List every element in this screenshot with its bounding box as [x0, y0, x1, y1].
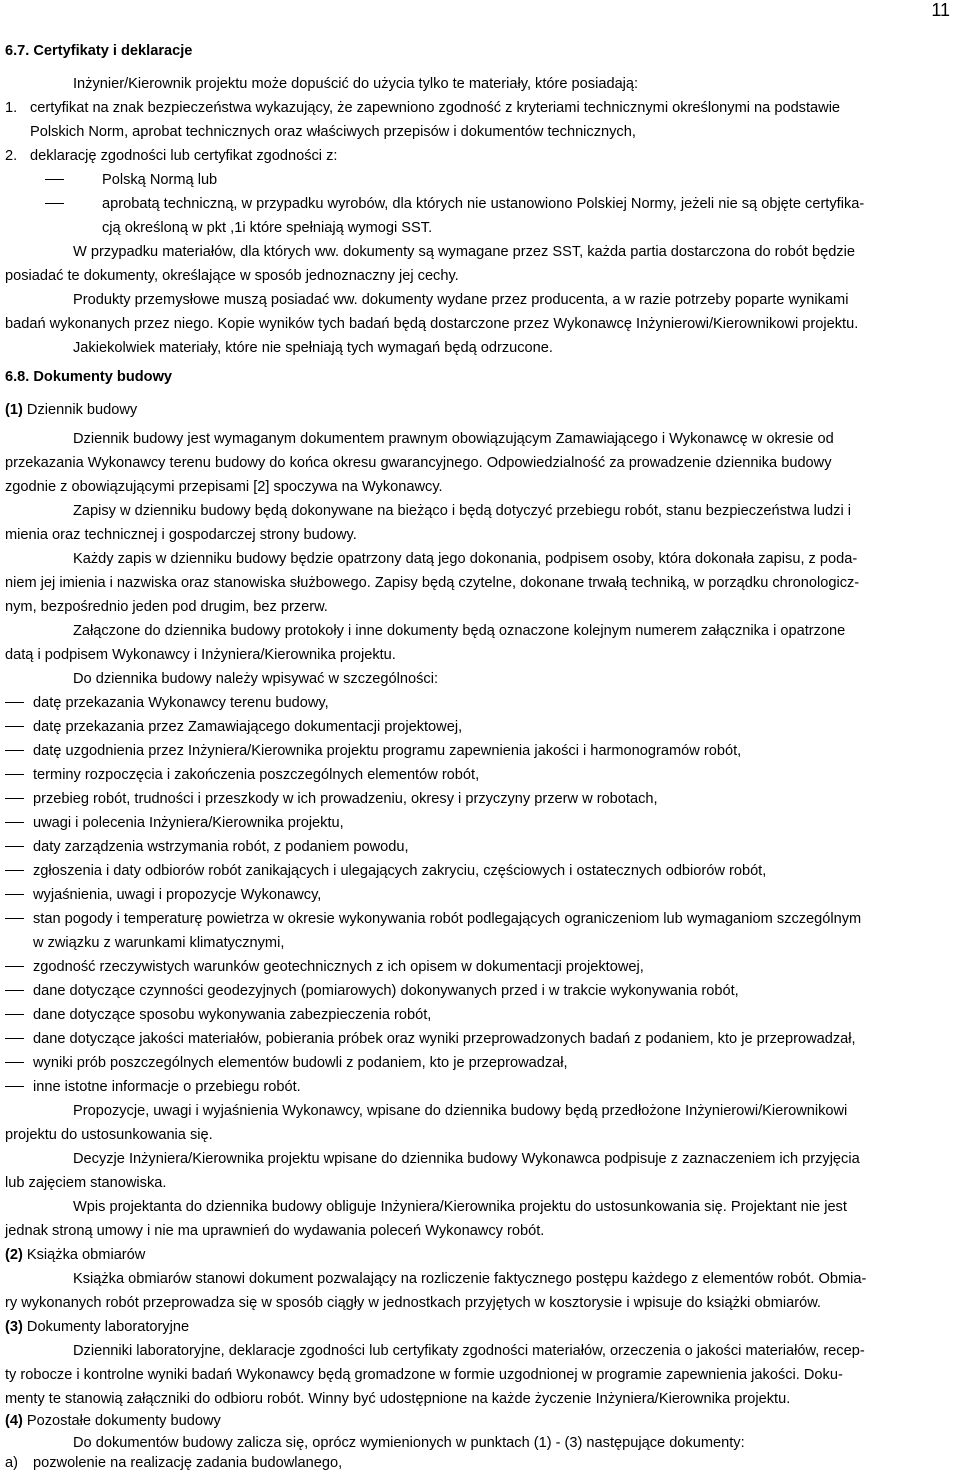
sub-list-item: Polską Normą lub	[0, 168, 960, 192]
dash-bullet-icon	[5, 846, 24, 847]
list-number: 2.	[5, 148, 18, 164]
paragraph: lub zajęciem stanowiska.	[5, 1175, 167, 1191]
paragraph: ry wykonanych robót przeprowadza się w sposób ciągły w jednostkach przyjętych w kosztorysie i wpisuje do książki obmiarów.	[5, 1295, 821, 1311]
list-item: stan pogody i temperaturę powietrza w okresie wykonywania robót podlegających ograniczeniom lub wymaganiom szczególnym	[0, 907, 960, 931]
list-item-text: Polskich Norm, aprobat technicznych oraz właściwych przepisów i dokumentów technicznych,	[30, 124, 636, 140]
paragraph: Każdy zapis w dzienniku budowy będzie opatrzony datą jego dokonania, podpisem osoby, która dokonała zapisu, z poda-	[73, 551, 858, 567]
list-item: wyniki prób poszczególnych elementów budowli z podaniem, kto je przeprowadzał,	[0, 1051, 960, 1075]
list-item-text: certyfikat na znak bezpieczeństwa wykazujący, że zapewniono zgodność z kryteriami technicznymi określonymi na podstawie	[30, 100, 841, 116]
list-item: zgodność rzeczywistych warunków geotechnicznych z ich opisem w dokumentacji projektowej,	[0, 955, 960, 979]
dash-bullet-icon	[45, 203, 64, 204]
paragraph: badań wykonanych przez niego. Kopie wyników tych badań będą dostarczone przez Wykonawcę Inżynierowi/Kierownikowi projektu.	[5, 316, 859, 332]
paragraph: W przypadku materiałów, dla których ww. dokumenty są wymagane przez SST, każda partia dostarczona do robót będzie	[73, 244, 855, 260]
list-item: datę przekazania przez Zamawiającego dokumentacji projektowej,	[0, 715, 960, 739]
sub-list-item-cont: cją określoną w pkt ,1i które spełniają wymogi SST.	[102, 220, 433, 236]
paragraph: Produkty przemysłowe muszą posiadać ww. dokumenty wydane przez producenta, a w razie potrzeby poparte wynikami	[73, 292, 849, 308]
list-item: dane dotyczące jakości materiałów, pobierania próbek oraz wyniki przeprowadzonych badań z podaniem, kto je przeprowadzał,	[0, 1027, 960, 1051]
list-item: przebieg robót, trudności i przeszkody w ich prowadzeniu, okresy i przyczyny przerw w robotach,	[0, 787, 960, 811]
paragraph: Książka obmiarów stanowi dokument pozwalający na rozliczenie faktycznego postępu każdego z elementów robót. Obmia-	[73, 1271, 867, 1287]
sub-list-item: aprobatą techniczną, w przypadku wyrobów, dla których nie ustanowiono Polskiej Normy, jeżeli nie są objęte certyfika-	[0, 192, 960, 216]
list-item: datę przekazania Wykonawcy terenu budowy,	[0, 691, 960, 715]
list-item: dane dotyczące sposobu wykonywania zabezpieczenia robót,	[0, 1003, 960, 1027]
list-number: 1.	[5, 100, 18, 116]
paragraph: nym, bezpośrednio jeden pod drugim, bez przerw.	[5, 599, 328, 615]
paragraph: menty te stanowią załączniki do odbioru robót. Winny być udostępnione na każde życzenie Inżyniera/Kierownika projektu.	[5, 1391, 791, 1407]
dash-bullet-icon	[5, 1086, 24, 1087]
paragraph: mienia oraz technicznej i gospodarczej strony budowy.	[5, 527, 357, 543]
paragraph: projektu do ustosunkowania się.	[5, 1127, 213, 1143]
paragraph: Do dokumentów budowy zalicza się, oprócz wymienionych w punktach (1) - (3) następujące dokumenty:	[73, 1435, 745, 1451]
lettered-list-item: a) pozwolenie na realizację zadania budowlanego,	[5, 1455, 343, 1471]
page-number: 11	[931, 0, 950, 20]
paragraph: posiadać te dokumenty, określające w sposób jednoznaczny jej cechy.	[5, 268, 459, 284]
list-item-text: deklarację zgodności lub certyfikat zgodności z:	[30, 148, 338, 164]
list-item: uwagi i polecenia Inżyniera/Kierownika projektu,	[0, 811, 960, 835]
subsection-heading: (1) Dziennik budowy	[5, 402, 138, 418]
dash-bullet-icon	[5, 1038, 24, 1039]
subsection-heading: (4) Pozostałe dokumenty budowy	[5, 1413, 221, 1429]
dash-bullet-icon	[5, 702, 24, 703]
dash-bullet-icon	[5, 990, 24, 991]
paragraph: Decyzje Inżyniera/Kierownika projektu wpisane do dziennika budowy Wykonawca podpisuje z zaznaczeniem ich przyjęcia	[73, 1151, 860, 1167]
paragraph: datą i podpisem Wykonawcy i Inżyniera/Kierownika projektu.	[5, 647, 396, 663]
paragraph: niem jej imienia i nazwiska oraz stanowiska służbowego. Zapisy będą czytelne, dokonane trwałą techniką, w porządku chronologicz-	[5, 575, 860, 591]
paragraph: Jakiekolwiek materiały, które nie spełniają tych wymagań będą odrzucone.	[73, 340, 553, 356]
dash-bullet-icon	[5, 1062, 24, 1063]
paragraph: Dziennik budowy jest wymaganym dokumentem prawnym obowiązującym Zamawiającego i Wykonawcę w okresie od	[73, 431, 834, 447]
dash-bullet-icon	[5, 726, 24, 727]
dash-bullet-icon	[5, 870, 24, 871]
dash-bullet-icon	[5, 822, 24, 823]
paragraph: zgodnie z obowiązującymi przepisami [2] spoczywa na Wykonawcy.	[5, 479, 443, 495]
dash-bullet-icon	[45, 179, 64, 180]
list-item: datę uzgodnienia przez Inżyniera/Kierownika projektu programu zapewnienia jakości i harmonogramów robót,	[0, 739, 960, 763]
list-item: inne istotne informacje o przebiegu robót.	[0, 1075, 960, 1099]
paragraph: Dzienniki laboratoryjne, deklaracje zgodności lub certyfikaty zgodności materiałów, orzeczenia o jakości materiałów, recep-	[73, 1343, 865, 1359]
paragraph: jednak stroną umowy i nie ma uprawnień do wydawania poleceń Wykonawcy robót.	[5, 1223, 545, 1239]
dash-bullet-icon	[5, 1014, 24, 1015]
paragraph: Zapisy w dzienniku budowy będą dokonywane na bieżąco i będą dotyczyć przebiegu robót, stanu bezpieczeństwa ludzi i	[73, 503, 851, 519]
dash-bullet-icon	[5, 894, 24, 895]
section-intro: Inżynier/Kierownik projektu może dopuścić do użycia tylko te materiały, które posiadają:	[73, 76, 639, 92]
dash-bullet-icon	[5, 918, 24, 919]
paragraph: przekazania Wykonawcy terenu budowy do końca okresu gwarancyjnego. Odpowiedzialność za prowadzenie dziennika budowy	[5, 455, 832, 471]
section-heading-6-7: 6.7. Certyfikaty i deklaracje	[5, 43, 193, 59]
list-item: dane dotyczące czynności geodezyjnych (pomiarowych) dokonywanych przed i w trakcie wykonywania robót,	[0, 979, 960, 1003]
dash-bullet-icon	[5, 966, 24, 967]
subsection-heading: (3) Dokumenty laboratoryjne	[5, 1319, 190, 1335]
paragraph: Załączone do dziennika budowy protokoły i inne dokumenty będą oznaczone kolejnym numerem załącznika i opatrzone	[73, 623, 846, 639]
paragraph: Wpis projektanta do dziennika budowy obliguje Inżyniera/Kierownika projektu do ustosunkowania się. Projektant nie jest	[73, 1199, 847, 1215]
dash-bullet-icon	[5, 750, 24, 751]
list-item: wyjaśnienia, uwagi i propozycje Wykonawcy,	[0, 883, 960, 907]
paragraph: ty robocze i kontrolne wyniki badań Wykonawcy będą gromadzone w formie uzgodnionej w programie zapewnienia jakości. Doku-	[5, 1367, 843, 1383]
list-item: zgłoszenia i daty odbiorów robót zanikających i ulegających zakryciu, częściowych i ostatecznych odbiorów robót,	[0, 859, 960, 883]
list-item: daty zarządzenia wstrzymania robót, z podaniem powodu,	[0, 835, 960, 859]
paragraph: Do dziennika budowy należy wpisywać w szczególności:	[73, 671, 439, 687]
dash-bullet-icon	[5, 774, 24, 775]
subsection-heading: (2) Książka obmiarów	[5, 1247, 146, 1263]
list-item-cont: w związku z warunkami klimatycznymi,	[33, 935, 285, 951]
section-heading-6-8: 6.8. Dokumenty budowy	[5, 369, 173, 385]
dash-bullet-icon	[5, 798, 24, 799]
paragraph: Propozycje, uwagi i wyjaśnienia Wykonawcy, wpisane do dziennika budowy będą przedłożone Inżynierowi/Kierownikowi	[73, 1103, 848, 1119]
list-item: terminy rozpoczęcia i zakończenia poszczególnych elementów robót,	[0, 763, 960, 787]
